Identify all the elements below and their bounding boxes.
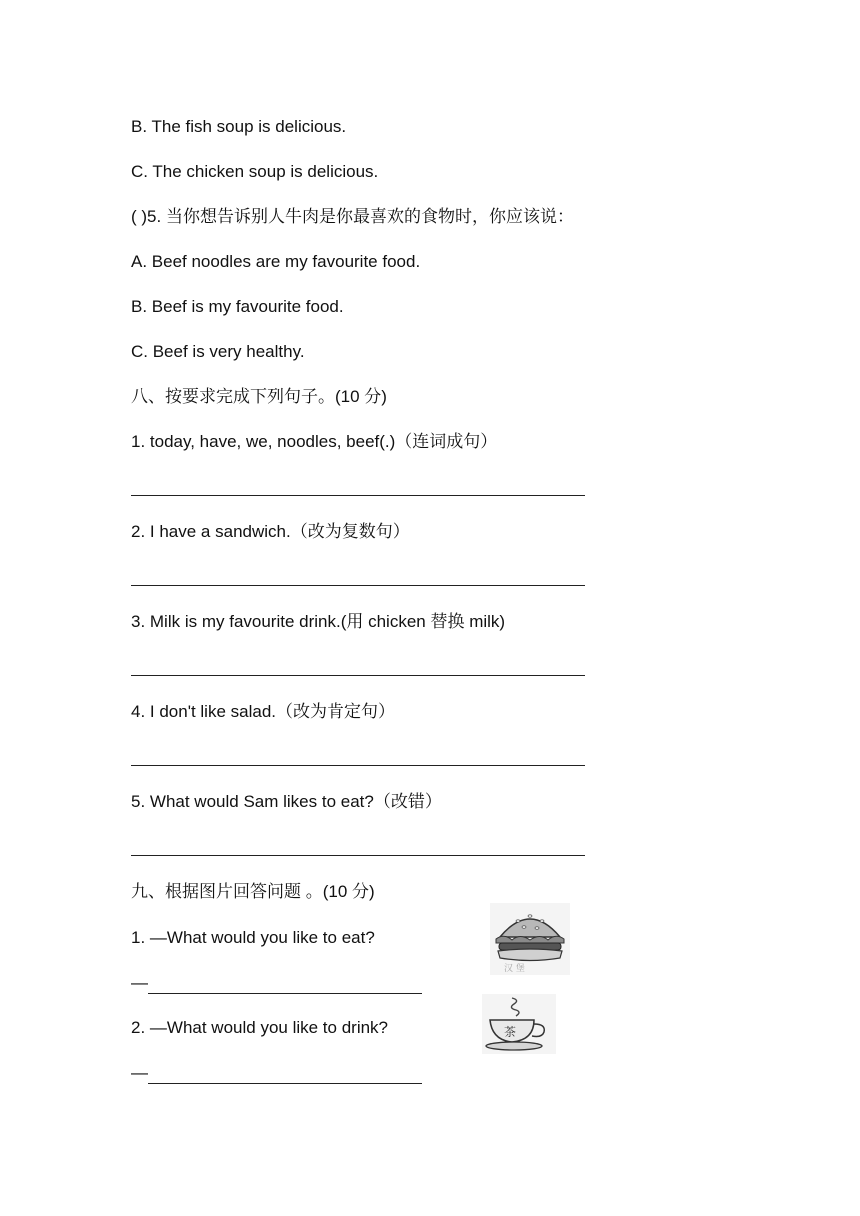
section8-item-1: 1. today, have, we, noodles, beef(.)（连词成句） xyxy=(131,432,498,451)
hamburger-icon xyxy=(490,903,570,975)
q5-option-b: B. Beef is my favourite food. xyxy=(131,297,344,316)
answer-blank-1[interactable] xyxy=(148,979,422,994)
answer-line-1[interactable] xyxy=(131,495,585,496)
q5-option-c: C. Beef is very healthy. xyxy=(131,342,305,361)
q5-prompt: ( )5. 当你想告诉别人牛肉是你最喜欢的食物时，你应该说： xyxy=(131,207,574,226)
section9-heading: 九、根据图片回答问题 。(10 分) xyxy=(131,882,375,901)
answer-blank-2[interactable] xyxy=(148,1069,422,1084)
tea-cup-icon xyxy=(482,994,556,1054)
answer-line-3[interactable] xyxy=(131,675,585,676)
section8-item-2: 2. I have a sandwich.（改为复数句） xyxy=(131,522,410,541)
section9-answer-2[interactable] xyxy=(131,1062,422,1084)
answer-dash: — xyxy=(131,1063,148,1082)
section8-item-3: 3. Milk is my favourite drink.(用 chicken 替换 milk) xyxy=(131,612,506,631)
answer-line-2[interactable] xyxy=(131,585,585,586)
q4-option-c: C. The chicken soup is delicious. xyxy=(131,162,379,181)
section9-question-2: 2. —What would you like to drink? xyxy=(131,1018,389,1037)
section9-answer-1[interactable] xyxy=(131,972,422,994)
answer-line-4[interactable] xyxy=(131,765,585,766)
svg-text:汉 堡: 汉 堡 xyxy=(504,964,525,974)
section8-heading: 八、按要求完成下列句子。(10 分) xyxy=(131,387,387,406)
section9-question-1: 1. —What would you like to eat? xyxy=(131,928,375,947)
q5-option-a: A. Beef noodles are my favourite food. xyxy=(131,252,421,271)
q4-option-b: B. The fish soup is delicious. xyxy=(131,117,347,136)
section8-item-4: 4. I don't like salad.（改为肯定句） xyxy=(131,702,395,721)
svg-text:茶: 茶 xyxy=(504,1025,517,1039)
answer-line-5[interactable] xyxy=(131,855,585,856)
section8-item-5: 5. What would Sam likes to eat?（改错） xyxy=(131,792,442,811)
answer-dash: — xyxy=(131,973,148,992)
